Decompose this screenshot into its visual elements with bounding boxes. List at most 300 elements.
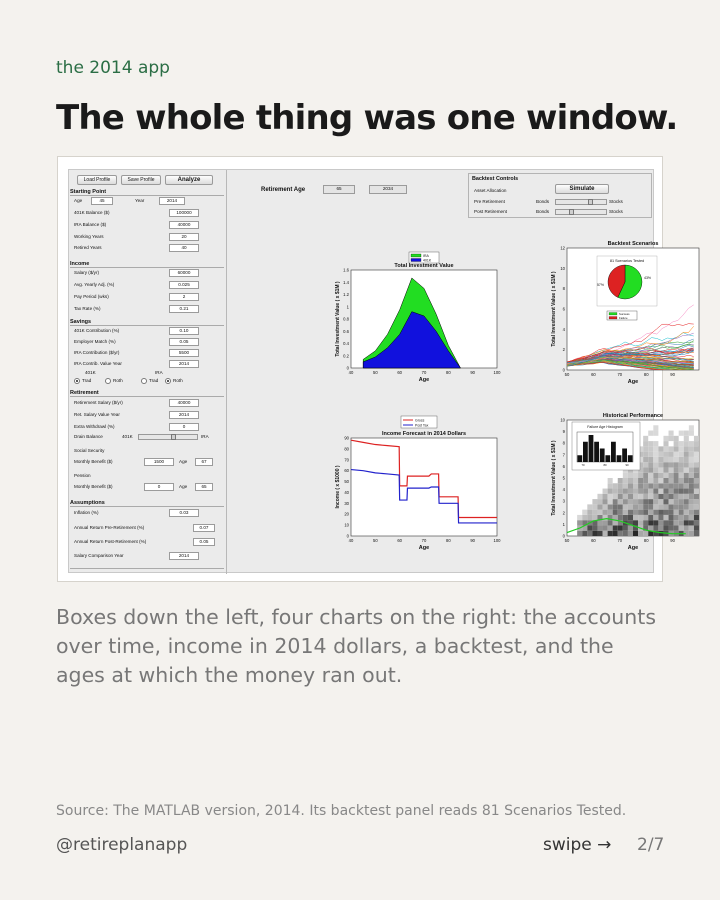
social-security-label: Social Security — [74, 448, 105, 453]
employer-match-label: Employer Match (%) — [74, 339, 116, 344]
heatmap-cell — [679, 520, 684, 525]
total-investment-chart — [335, 252, 501, 383]
x-tick-label: 70 — [421, 538, 427, 543]
heatmap-cell — [653, 457, 658, 462]
heatmap-cell — [694, 467, 699, 472]
working-years-field[interactable]: 20 — [169, 233, 199, 241]
heatmap-cell — [679, 467, 684, 472]
y-tick-label: 40 — [344, 489, 349, 495]
pie-label-failure: 43% — [644, 276, 652, 280]
heatmap-cell — [613, 510, 618, 515]
heatmap-cell — [608, 499, 613, 504]
heatmap-cell — [628, 504, 633, 509]
heatmap-cell — [608, 483, 613, 488]
heatmap-cell — [648, 431, 653, 436]
heatmap-cell — [663, 452, 668, 457]
heatmap-cell — [689, 520, 694, 525]
heatmap-cell — [658, 510, 663, 515]
heatmap-cell — [653, 499, 658, 504]
heatmap-cell — [623, 510, 628, 515]
pie-label-success: 57% — [596, 283, 604, 287]
heatmap-cell — [674, 489, 679, 494]
heatmap-cell — [679, 483, 684, 488]
ss-age-field[interactable]: 67 — [195, 458, 213, 466]
heatmap-cell — [587, 504, 592, 509]
heatmap-cell — [663, 441, 668, 446]
heatmap-cell — [643, 436, 648, 441]
heatmap-cell — [674, 494, 679, 499]
heatmap-cell — [689, 483, 694, 488]
salary-field[interactable]: 60000 — [169, 269, 199, 277]
y-tick-label: 8 — [562, 440, 565, 446]
heatmap-cell — [613, 483, 618, 488]
heatmap-cell — [608, 531, 613, 536]
employer-match-field[interactable]: 0.05 — [169, 338, 199, 346]
heatmap-cell — [638, 483, 643, 488]
heatmap-cell — [684, 457, 689, 462]
x-tick-label: 80 — [445, 538, 451, 543]
histogram-tick-label: 90 — [625, 463, 629, 467]
y-tick-label: 10 — [560, 265, 565, 271]
heatmap-cell — [653, 462, 658, 467]
analyze-button[interactable]: Analyze — [165, 175, 213, 185]
heatmap-cell — [663, 436, 668, 441]
eyebrow: the 2014 app — [56, 58, 170, 78]
headline: The whole thing was one window. — [56, 98, 678, 138]
heatmap-cell — [618, 483, 623, 488]
heatmap-cell — [603, 494, 608, 499]
heatmap-cell — [613, 531, 618, 536]
heatmap-cell — [663, 515, 668, 520]
legend-label-failure: Failure — [619, 316, 628, 320]
heatmap-cell — [694, 473, 699, 478]
histogram-bar — [611, 442, 616, 462]
x-tick-label: 50 — [564, 538, 570, 543]
y-tick-label: 4 — [562, 487, 565, 493]
heatmap-cell — [592, 531, 597, 536]
heatmap-cell — [663, 467, 668, 472]
ira-roth-label: Roth — [173, 378, 183, 383]
heatmap-cell — [679, 473, 684, 478]
account-handle[interactable]: @retireplanapp — [56, 835, 188, 855]
inflation-field[interactable]: 0.03 — [169, 509, 199, 517]
heatmap-cell — [623, 515, 628, 520]
heatmap-cell — [658, 520, 663, 525]
heatmap-cell — [653, 431, 658, 436]
heatmap-cell — [603, 531, 608, 536]
extra-withdrawl-label: Extra Withdrawl (%) — [74, 424, 115, 429]
y-axis-label: Income ( x $1000 ) — [335, 465, 341, 509]
heatmap-cell — [669, 467, 674, 472]
retired-years-field[interactable]: 40 — [169, 244, 199, 252]
heatmap-cell — [577, 520, 582, 525]
heatmap-cell — [684, 446, 689, 451]
heatmap-cell — [638, 520, 643, 525]
heatmap-cell — [663, 473, 668, 478]
heatmap-cell — [648, 452, 653, 457]
heatmap-cell — [674, 446, 679, 451]
ira-roth-radio[interactable] — [165, 378, 171, 384]
heatmap-cell — [689, 525, 694, 530]
y-tick-label: 3 — [562, 498, 565, 504]
x-tick-label: 100 — [493, 370, 501, 375]
heatmap-cell — [592, 504, 597, 509]
x-tick-label: 60 — [591, 538, 596, 543]
heatmap-cell — [648, 520, 653, 525]
heatmap-cell — [597, 504, 602, 509]
heatmap-cell — [643, 446, 648, 451]
heatmap-cell — [587, 515, 592, 520]
heatmap-cell — [674, 499, 679, 504]
asset-allocation-label: Asset Allocation — [474, 188, 507, 193]
heatmap-cell — [653, 452, 658, 457]
heatmap-cell — [689, 515, 694, 520]
x-tick-label: 70 — [617, 538, 623, 543]
heatmap-cell — [669, 510, 674, 515]
age-label: Age — [74, 198, 83, 203]
simulate-button[interactable]: Simulate — [555, 184, 609, 194]
x-tick-label: 90 — [470, 538, 476, 543]
heatmap-cell — [653, 520, 658, 525]
y-tick-label: 1.6 — [343, 267, 349, 273]
401k-contribution-field[interactable]: 0.10 — [169, 327, 199, 335]
y-tick-label: 50 — [344, 479, 349, 485]
year-field[interactable]: 2014 — [159, 197, 185, 205]
heatmap-cell — [597, 520, 602, 525]
y-tick-label: 80 — [344, 446, 349, 452]
x-tick-label: 40 — [348, 538, 354, 543]
slider-thumb[interactable] — [171, 434, 176, 440]
heatmap-cell — [679, 504, 684, 509]
heatmap-cell — [623, 504, 628, 509]
y-tick-label: 12 — [560, 245, 565, 251]
heatmap-cell — [597, 525, 602, 530]
drain-balance-slider[interactable] — [138, 434, 198, 440]
heatmap-cell — [587, 525, 592, 530]
heatmap-cell — [658, 452, 663, 457]
x-tick-label: 50 — [372, 370, 378, 375]
histogram-bar — [583, 442, 588, 462]
heatmap-cell — [643, 515, 648, 520]
heatmap-cell — [638, 504, 643, 509]
histogram-bar — [628, 455, 633, 462]
y-tick-label: 0.2 — [343, 353, 349, 359]
heatmap-cell — [613, 489, 618, 494]
histogram-tick-label: 70 — [581, 463, 585, 467]
legend-label-401k: 401K — [423, 258, 432, 263]
y-tick-label: 0 — [346, 533, 349, 539]
heatmap-cell — [684, 473, 689, 478]
heatmap-cell — [597, 494, 602, 499]
heatmap-cell — [633, 515, 638, 520]
heatmap-cell — [694, 489, 699, 494]
heatmap-cell — [684, 489, 689, 494]
yearly-adj-field[interactable]: 0.025 — [169, 281, 199, 289]
401k-roth-label: Roth — [113, 378, 123, 383]
heatmap-cell — [669, 431, 674, 436]
heatmap-cell — [663, 499, 668, 504]
401k-trad-radio[interactable] — [74, 378, 80, 384]
heatmap-cell — [618, 515, 623, 520]
y-tick-label: 0.6 — [343, 328, 349, 334]
heatmap-cell — [648, 467, 653, 472]
section-savings: Savings — [70, 319, 92, 325]
heatmap-cell — [674, 467, 679, 472]
section-retirement: Retirement — [70, 390, 99, 396]
y-tick-label: 1.2 — [343, 292, 349, 297]
section-starting-point: Starting Point — [70, 189, 107, 195]
x-tick-label: 60 — [591, 372, 596, 377]
legend-swatch-ira — [411, 254, 421, 257]
heatmap-cell — [689, 473, 694, 478]
heatmap-cell — [648, 478, 653, 483]
legend-label-success: Success — [619, 312, 630, 316]
heatmap-cell — [608, 525, 613, 530]
x-tick-label: 60 — [397, 370, 403, 375]
matlab-app-window — [68, 169, 675, 573]
x-tick-label: 50 — [564, 372, 570, 377]
load-profile-button[interactable]: Load Profile — [77, 175, 117, 185]
heatmap-cell — [638, 510, 643, 515]
heatmap-cell — [597, 510, 602, 515]
year-label: Year — [135, 198, 145, 203]
ss-benefit-field[interactable]: 1500 — [144, 458, 174, 466]
heatmap-cell — [684, 515, 689, 520]
salary-comparison-label: Salary Comparison Year — [74, 553, 124, 558]
heatmap-cell — [663, 525, 668, 530]
y-tick-label: 10 — [560, 417, 565, 423]
pension-age-label: Age — [179, 484, 188, 489]
y-tick-label: 20 — [344, 511, 349, 517]
histogram-bar — [577, 455, 582, 462]
pension-age-field[interactable]: 65 — [195, 483, 213, 491]
heatmap-cell — [674, 452, 679, 457]
ira-trad-radio[interactable] — [141, 378, 147, 384]
save-profile-button[interactable]: Save Profile — [121, 175, 161, 185]
histogram-title: Failure Age Histogram — [587, 425, 623, 429]
retirement-age-label: Retirement Age — [261, 187, 306, 193]
pre-stocks-label: Stocks — [609, 199, 623, 204]
x-tick-label: 60 — [397, 538, 403, 543]
ira-value-year-field[interactable]: 2014 — [169, 360, 199, 368]
drain-401k-label: 401K — [122, 434, 133, 439]
heatmap-cell — [653, 525, 658, 530]
heatmap-cell — [638, 531, 643, 536]
heatmap-cell — [679, 525, 684, 530]
ret-salary-year-field[interactable]: 2014 — [169, 411, 199, 419]
heatmap-cell — [663, 478, 668, 483]
y-tick-label: 30 — [344, 500, 349, 506]
divider — [70, 267, 224, 268]
pre-return-field[interactable]: 0.07 — [193, 524, 215, 532]
heatmap-cell — [674, 457, 679, 462]
heatmap-cell — [628, 499, 633, 504]
heatmap-cell — [613, 494, 618, 499]
heatmap-cell — [694, 515, 699, 520]
divider — [70, 325, 224, 326]
ira-balance-field[interactable]: 40000 — [169, 221, 199, 229]
y-tick-label: 0 — [562, 533, 565, 539]
heatmap-cell — [674, 510, 679, 515]
salary-comparison-field[interactable]: 2014 — [169, 552, 199, 560]
heatmap-cell — [689, 446, 694, 451]
heatmap-cell — [633, 510, 638, 515]
heatmap-cell — [648, 515, 653, 520]
heatmap-cell — [653, 515, 658, 520]
y-tick-label: 4 — [562, 326, 565, 332]
heatmap-cell — [684, 452, 689, 457]
heatmap-cell — [623, 473, 628, 478]
heatmap-cell — [633, 499, 638, 504]
heatmap-cell — [613, 499, 618, 504]
heatmap-cell — [669, 504, 674, 509]
post-return-field[interactable]: 0.05 — [193, 538, 215, 546]
heatmap-cell — [597, 499, 602, 504]
heatmap-cell — [603, 504, 608, 509]
x-tick-label: 80 — [643, 372, 649, 377]
heatmap-cell — [669, 499, 674, 504]
heatmap-cell — [633, 494, 638, 499]
pre-return-label: Annual Return Pre-Retirement (%) — [74, 525, 145, 530]
divider — [70, 396, 224, 397]
y-tick-label: 6 — [562, 463, 565, 469]
heatmap-cell — [658, 473, 663, 478]
charts-area — [227, 170, 675, 574]
histogram-bar — [600, 449, 605, 463]
y-tick-label: 0 — [562, 367, 565, 373]
x-tick-label: 50 — [372, 538, 378, 543]
heatmap-cell — [587, 531, 592, 536]
heatmap-cell — [628, 510, 633, 515]
post-stocks-label: Stocks — [609, 209, 623, 214]
legend-label-post-tax: Post Tax — [415, 423, 429, 428]
heatmap-cell — [623, 499, 628, 504]
heatmap-cell — [618, 499, 623, 504]
y-tick-label: 1.4 — [343, 279, 349, 285]
retirement-age-field[interactable]: 65 — [323, 185, 355, 194]
heatmap-cell — [643, 483, 648, 488]
legend-swatch-401k — [411, 259, 421, 262]
heatmap-cell — [669, 525, 674, 530]
heatmap-cell — [694, 446, 699, 451]
heatmap-cell — [679, 510, 684, 515]
heatmap-cell — [653, 446, 658, 451]
retirement-salary-field[interactable]: 40000 — [169, 399, 199, 407]
tax-rate-field[interactable]: 0.21 — [169, 305, 199, 313]
heatmap-cell — [653, 510, 658, 515]
heatmap-cell — [628, 531, 633, 536]
pay-period-field[interactable]: 2 — [169, 293, 199, 301]
heatmap-cell — [608, 504, 613, 509]
heatmap-cell — [689, 489, 694, 494]
heatmap-cell — [674, 478, 679, 483]
chart-title: Backtest Scenarios — [607, 241, 659, 247]
ira-contribution-field[interactable]: 5500 — [169, 349, 199, 357]
retirement-year-field[interactable]: 2034 — [369, 185, 407, 194]
heatmap-cell — [694, 525, 699, 530]
heatmap-cell — [608, 478, 613, 483]
heatmap-cell — [669, 436, 674, 441]
y-tick-label: 0 — [346, 365, 349, 371]
heatmap-cell — [633, 473, 638, 478]
heatmap-cell — [628, 525, 633, 530]
heatmap-cell — [623, 489, 628, 494]
401k-roth-radio[interactable] — [105, 378, 111, 384]
yearly-adj-label: Avg. Yearly Adj. (%) — [74, 282, 115, 287]
heatmap-cell — [689, 494, 694, 499]
chart-title: Income Forecast in 2014 Dollars — [381, 431, 467, 437]
heatmap-cell — [592, 515, 597, 520]
heatmap-cell — [638, 515, 643, 520]
heatmap-cell — [689, 467, 694, 472]
heatmap-cell — [648, 504, 653, 509]
ret-salary-year-label: Ret. Salary Value Year — [74, 412, 120, 417]
x-tick-label: 100 — [493, 538, 501, 543]
heatmap-cell — [694, 478, 699, 483]
ira-trad-label: Trad — [149, 378, 159, 383]
heatmap-cell — [689, 431, 694, 436]
source-note: Source: The MATLAB version, 2014. Its backtest panel reads 81 Scenarios Tested. — [56, 803, 627, 819]
pension-benefit-field[interactable]: 0 — [144, 483, 174, 491]
heatmap-cell — [689, 425, 694, 430]
divider — [70, 195, 224, 196]
heatmap-cell — [663, 489, 668, 494]
ira-group-label: IRA — [155, 370, 163, 375]
heatmap-cell — [628, 494, 633, 499]
heatmap-cell — [679, 515, 684, 520]
heatmap-cell — [658, 483, 663, 488]
heatmap-cell — [694, 531, 699, 536]
working-years-label: Working Years — [74, 234, 104, 239]
heatmap-cell — [694, 494, 699, 499]
heatmap-cell — [663, 446, 668, 451]
heatmap-cell — [623, 525, 628, 530]
y-tick-label: 90 — [344, 435, 349, 441]
heatmap-cell — [689, 457, 694, 462]
heatmap-cell — [643, 489, 648, 494]
extra-withdrawl-field[interactable]: 0 — [169, 423, 199, 431]
x-tick-label: 70 — [421, 370, 427, 375]
legend — [409, 252, 439, 263]
heatmap-cell — [658, 478, 663, 483]
heatmap-cell — [608, 520, 613, 525]
y-tick-label: 1 — [346, 304, 349, 310]
heatmap-cell — [643, 510, 648, 515]
heatmap-cell — [587, 510, 592, 515]
age-field[interactable]: 45 — [91, 197, 113, 205]
swipe-hint[interactable]: swipe → — [543, 835, 612, 855]
historical-performance-chart — [551, 413, 699, 551]
heatmap-cell — [643, 499, 648, 504]
401k-contribution-label: 401K Contribution (%) — [74, 328, 120, 333]
heatmap-cell — [613, 525, 618, 530]
heatmap-cell — [633, 520, 638, 525]
y-tick-label: 8 — [562, 286, 565, 292]
heatmap-cell — [653, 473, 658, 478]
heatmap-cell — [643, 494, 648, 499]
heatmap-cell — [684, 483, 689, 488]
heatmap-cell — [684, 520, 689, 525]
pre-bonds-label: Bonds — [536, 199, 550, 204]
heatmap-cell — [582, 531, 587, 536]
heatmap-cell — [694, 462, 699, 467]
heatmap-cell — [658, 462, 663, 467]
backtest-scenarios-chart — [551, 241, 699, 385]
401k-balance-field[interactable]: 100000 — [169, 209, 199, 217]
heatmap-cell — [653, 494, 658, 499]
heatmap-cell — [623, 478, 628, 483]
y-tick-label: 10 — [344, 522, 349, 528]
